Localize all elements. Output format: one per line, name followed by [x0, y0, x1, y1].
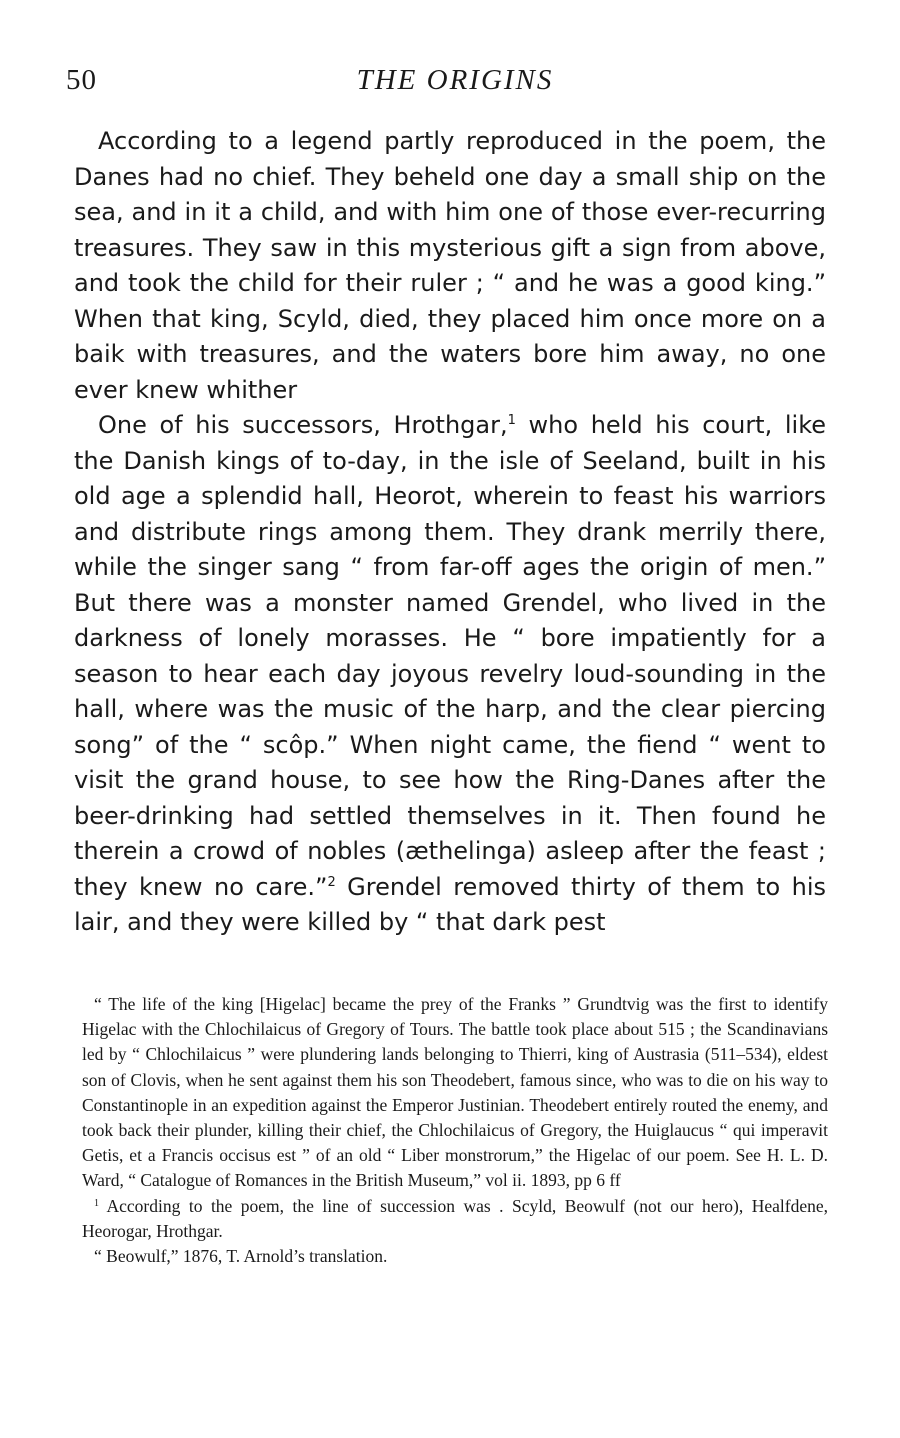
- main-text: [74, 124, 826, 941]
- footnote-2: “ Beowulf,” 1876, T. Arnold’s translation.: [94, 1246, 388, 1267]
- paragraph-hrothgar-grendel: [74, 408, 826, 941]
- footnote-1: [82, 1194, 828, 1244]
- running-header: [66, 64, 836, 104]
- paragraph-legend-scyld: According to a legend partly reproduced in the poem, the Danes had no chief. They beheld one day a small ship on the sea, and in it a child, and with him one of those ever-recurring treasures. They saw in this mysterious gift a sign from above, and took the child for their ruler ; “ and he was a good king.” When that king, Scyld, died, they placed him once more on a baik with treasures, and the waters bore him away, no one ever knew whither: [74, 127, 826, 404]
- footnote-text: According to the poem, the line of succession was . Scyld, Beowulf (not our hero), Healfdene, Heorogar, Hrothgar.: [82, 1195, 828, 1241]
- footnote-reference: 2: [327, 874, 336, 890]
- footnote-continued: “ The life of the king [Higelac] became the prey of the Franks ” Grundtvig was the first to identify Higelac with the Chlochilaicus of Gregory of Tours. The battle took place about 515 ; the Scandinavians led by “ Chlochilaicus ” were plundering lands belonging to Thierri, king of Austrasia (511–534), eldest son of Clovis, when he sent against them his son Theodebert, famous since, who was to die on his way to Constantinople in an expedition against the Emperor Justinian. Theodebert entirely routed the enemy, and took back their plunder, killing their chief, the Chlochilaicus of Gregory, the Huiglaucus “ qui imperavit Getis, et a Francis occisus est ” of an old “ Liber monstrorum,” the Higelac of our poem. See H. L. D. Ward, “ Catalogue of Romances in the British Museum,” vol ii. 1893, pp 6 ff: [82, 994, 828, 1191]
- footnote-reference: 1: [507, 413, 516, 428]
- paragraph-text: One of his successors, Hrothgar,: [98, 411, 508, 439]
- paragraph-text: who held his court, like the Danish kings of to-day, in the isle of Seeland, built in his old age a splendid hall, Heorot, wherein to feast his warriors and distribute rings among them. They drank merrily there, while the singer sang “ from far-off ages the origin of men.” But there was a monster named Grendel, who lived in the darkness of lonely morasses. He “ bore impatiently for a season to hear each day joyous revelry loud-sounding in the hall, where was the music of the harp, and the clear piercing song” of the “ scôp.” When night came, the fiend “ went to visit the grand house, to see how the Ring-Danes after the beer-drinking had settled themselves in it. Then found he therein a crowd of nobles (æthelinga) asleep after the feast ; they knew no care.”: [74, 411, 827, 901]
- page-number: 50: [66, 64, 97, 96]
- footnotes: [82, 992, 828, 1269]
- running-title: THE ORIGINS: [356, 64, 554, 96]
- paragraph-text: Grendel removed thirty of them to his lair, and they were killed by “ that dark pest: [74, 872, 827, 936]
- footnote-marker: 1: [94, 1197, 99, 1209]
